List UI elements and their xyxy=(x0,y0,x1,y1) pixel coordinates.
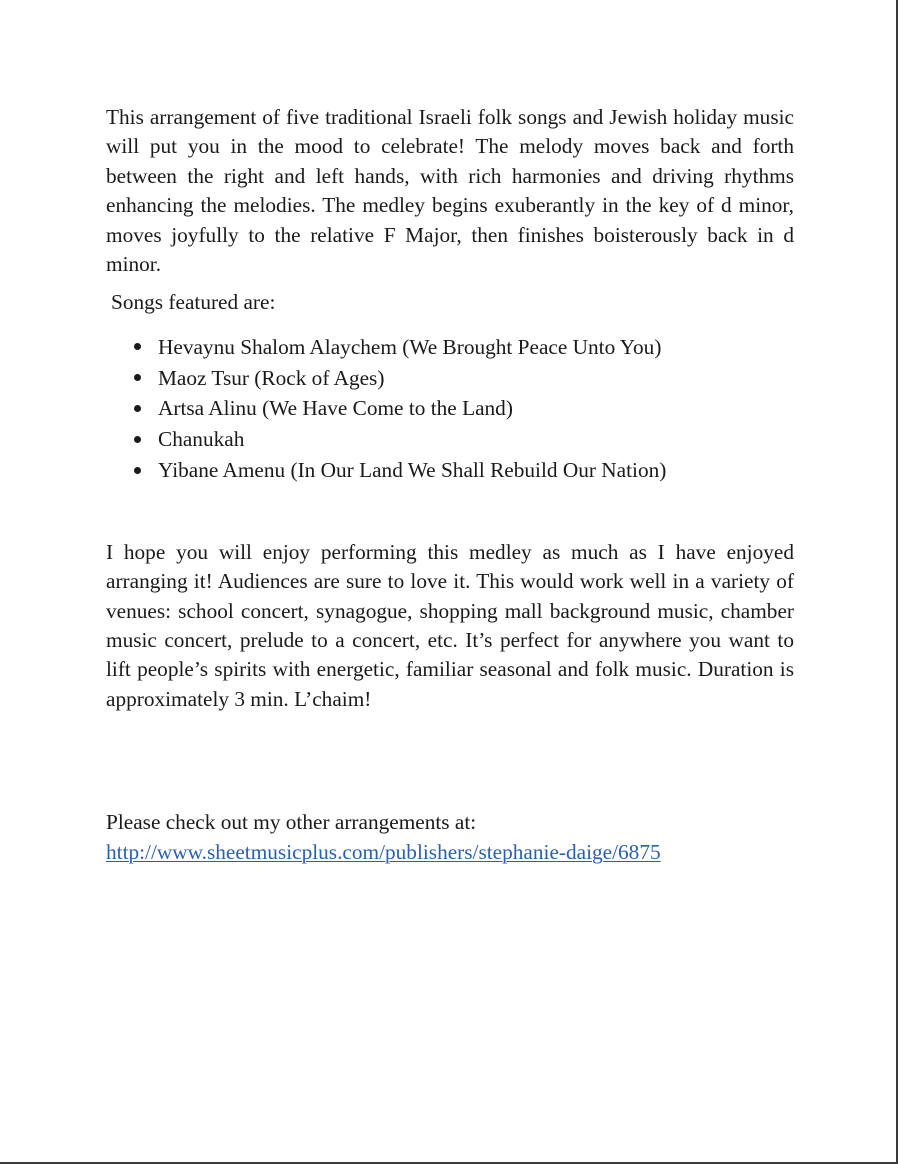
bullet-icon xyxy=(134,343,141,350)
intro-paragraph: This arrangement of five traditional Israeli folk songs and Jewish holiday music will put you in the mood to celebrate! The melody moves back and forth between the right and left hands, with rich harmonies and driving rhythms enhancing the melodies. The medley begins exuberantly in the key of d minor, moves joyfully to the relative F Major, then finishes boisterously back in d minor. xyxy=(106,105,794,277)
list-item xyxy=(106,424,794,455)
list-item xyxy=(106,332,794,363)
songs-heading: Songs featured are: xyxy=(111,290,276,315)
arrangements-prompt: Please check out my other arrangements at: xyxy=(106,810,477,835)
arrangements-link[interactable]: http://www.sheetmusicplus.com/publishers/stephanie-daige/6875 xyxy=(106,839,661,864)
closing-paragraph: I hope you will enjoy performing this medley as much as I have enjoyed arranging it! Audiences are sure to love it. This would work well in a variety of venues: school concert, synagogue, shopping mall background music, chamber music concert, prelude to a concert, etc. It’s perfect for anywhere you want to lift people’s spirits with energetic, familiar seasonal and folk music. Duration is approximately 3 min. L’chaim! xyxy=(106,539,794,711)
bullet-icon xyxy=(134,374,141,381)
song-title: Maoz Tsur (Rock of Ages) xyxy=(158,365,385,390)
page-content xyxy=(106,103,794,867)
song-title: Hevaynu Shalom Alaychem (We Brought Peace Unto You) xyxy=(158,334,662,359)
list-item xyxy=(106,393,794,424)
song-title: Yibane Amenu (In Our Land We Shall Rebuild Our Nation) xyxy=(158,458,667,483)
bullet-icon xyxy=(134,467,141,474)
list-item xyxy=(106,363,794,394)
bullet-icon xyxy=(134,436,141,443)
bullet-icon xyxy=(134,405,141,412)
song-title: Artsa Alinu (We Have Come to the Land) xyxy=(158,396,513,421)
list-item xyxy=(106,455,794,486)
song-title: Chanukah xyxy=(158,427,245,452)
song-list xyxy=(106,332,794,486)
